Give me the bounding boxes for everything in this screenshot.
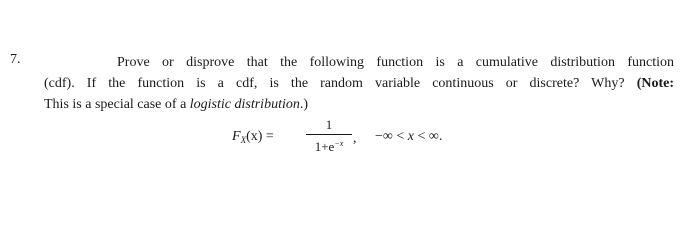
- problem-statement: [44, 52, 674, 115]
- fraction-numerator: 1: [325, 117, 333, 132]
- statement-line-2-text: (cdf). If the function is a cdf, is the random variable continuous or discrete? Why?: [44, 76, 625, 91]
- statement-line-3-pre: This is a special case of a: [44, 97, 190, 112]
- note-label: (Note:: [636, 76, 675, 91]
- domain-right: < ∞.: [414, 129, 443, 144]
- formula-fraction: [306, 117, 352, 155]
- formula-lhs-F: F: [232, 129, 241, 144]
- logistic-distribution-term: logistic distribution: [189, 97, 300, 112]
- denominator-base: 1+e: [314, 139, 335, 154]
- fraction-denominator: [306, 136, 352, 155]
- statement-line-1: Prove or disprove that the following function is a cumulative distribution function: [117, 55, 674, 70]
- statement-line-3: [44, 94, 674, 115]
- formula-lhs: [232, 129, 274, 145]
- formula-comma: ,: [353, 131, 357, 146]
- domain-left: −∞ <: [375, 129, 408, 144]
- denominator-exponent: −x: [334, 139, 344, 148]
- formula-domain: [375, 129, 442, 145]
- statement-line-2: [44, 73, 674, 94]
- domain-variable: x: [407, 129, 414, 144]
- formula-lhs-argument: (x) =: [246, 129, 274, 144]
- formula-lhs-subscript: X: [240, 135, 247, 145]
- problem-number: 7.: [10, 52, 21, 67]
- statement-line-3-post: .): [299, 97, 309, 112]
- fraction-bar: [306, 134, 352, 135]
